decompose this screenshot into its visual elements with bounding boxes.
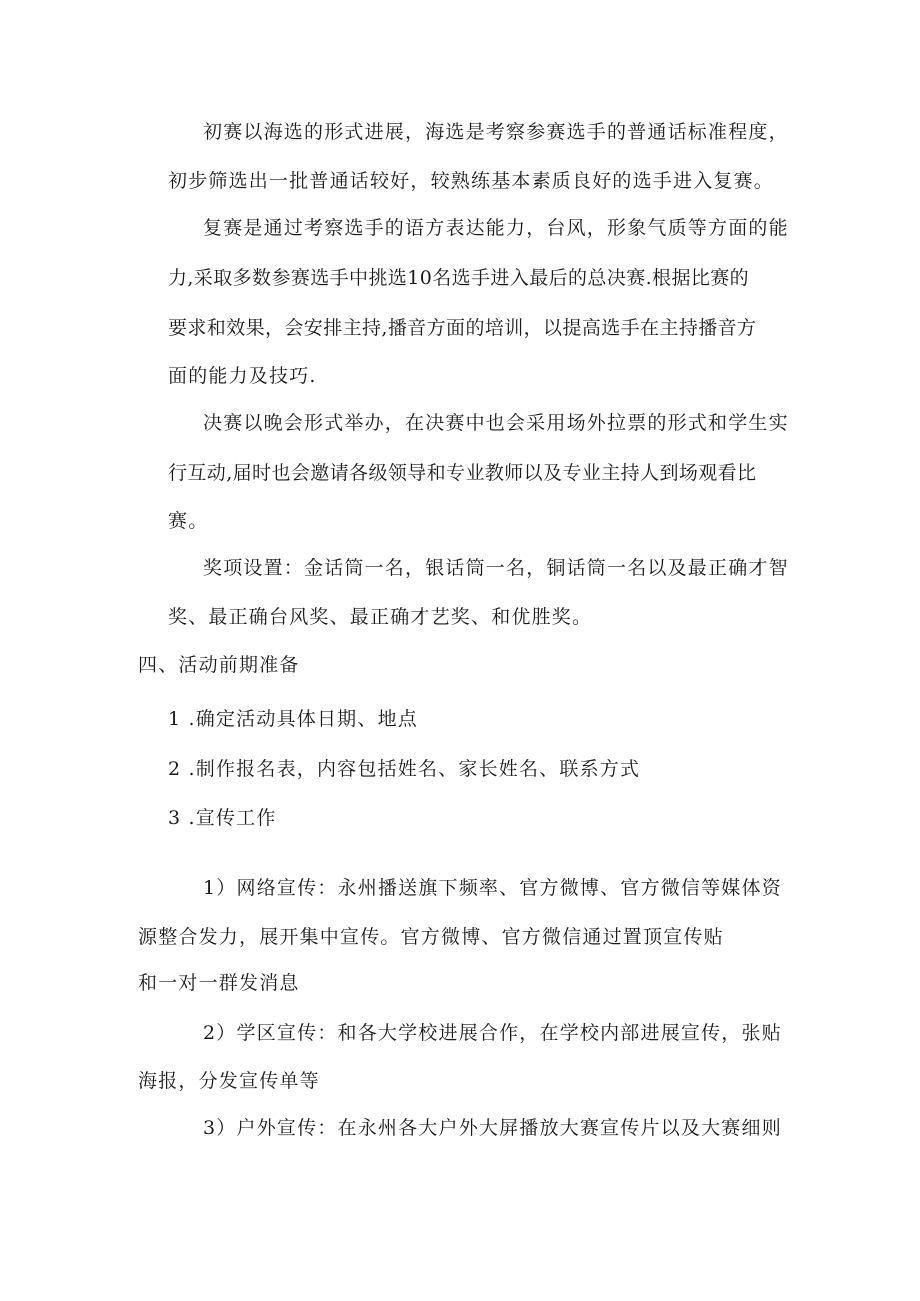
para4-line1: 奖项设置：金话筒一名，银话筒一名，铜话筒一名以及最正确才智 <box>203 557 789 579</box>
para3-line1: 决赛以晚会形式举办，在决赛中也会采用场外拉票的形式和学生实 <box>203 412 789 434</box>
sub1-line2: 源整合发力，展开集中宣传。官方微博、官方微信通过置顶宣传贴 <box>138 926 724 948</box>
para2-line4: 面的能力及技巧. <box>168 365 317 387</box>
sub2-line1: 2）学区宣传：和各大学校进展合作，在学校内部进展宣传，张贴 <box>203 1022 782 1044</box>
list-item-2: 2 .制作报名表，内容包括姓名、家长姓名、联系方式 <box>168 758 641 780</box>
sub1-line1: 1）网络宣传：永州播送旗下频率、官方微博、官方微信等媒体资 <box>203 877 782 899</box>
para2-line1: 复赛是通过考察选手的语方表达能力，台风，形象气质等方面的能 <box>203 217 789 239</box>
sub2-line2: 海报，分发宣传单等 <box>138 1070 320 1092</box>
para3-line3: 赛。 <box>168 510 209 532</box>
sub1-line3: 和一对一群发消息 <box>138 972 300 994</box>
list-item-3: 3 .宣传工作 <box>168 807 277 829</box>
para3-line2: 行互动,届时也会邀请各级领导和专业教师以及专业主持人到场观看比 <box>168 462 757 484</box>
para2-line3: 要求和效果，会安排主持,播音方面的培训，以提高选手在主持播音方 <box>168 317 757 339</box>
section-heading: 四、活动前期准备 <box>138 654 300 676</box>
sub3-line1: 3）户外宣传：在永州各大户外大屏播放大赛宣传片以及大赛细则 <box>203 1117 782 1139</box>
para1-line2: 初步筛选出一批普通话较好，较熟练基本素质良好的选手进入复赛。 <box>168 170 775 192</box>
para1-line1: 初赛以海选的形式进展，海选是考察参赛选手的普通话标准程度， <box>203 121 789 143</box>
para2-line2: 力,采取多数参赛选手中挑选10名选手进入最后的总决赛.根据比赛的 <box>168 267 750 289</box>
list-item-1: 1 .确定活动具体日期、地点 <box>168 708 418 730</box>
para4-line2: 奖、最正确台风奖、最正确才艺奖、和优胜奖。 <box>168 606 593 628</box>
